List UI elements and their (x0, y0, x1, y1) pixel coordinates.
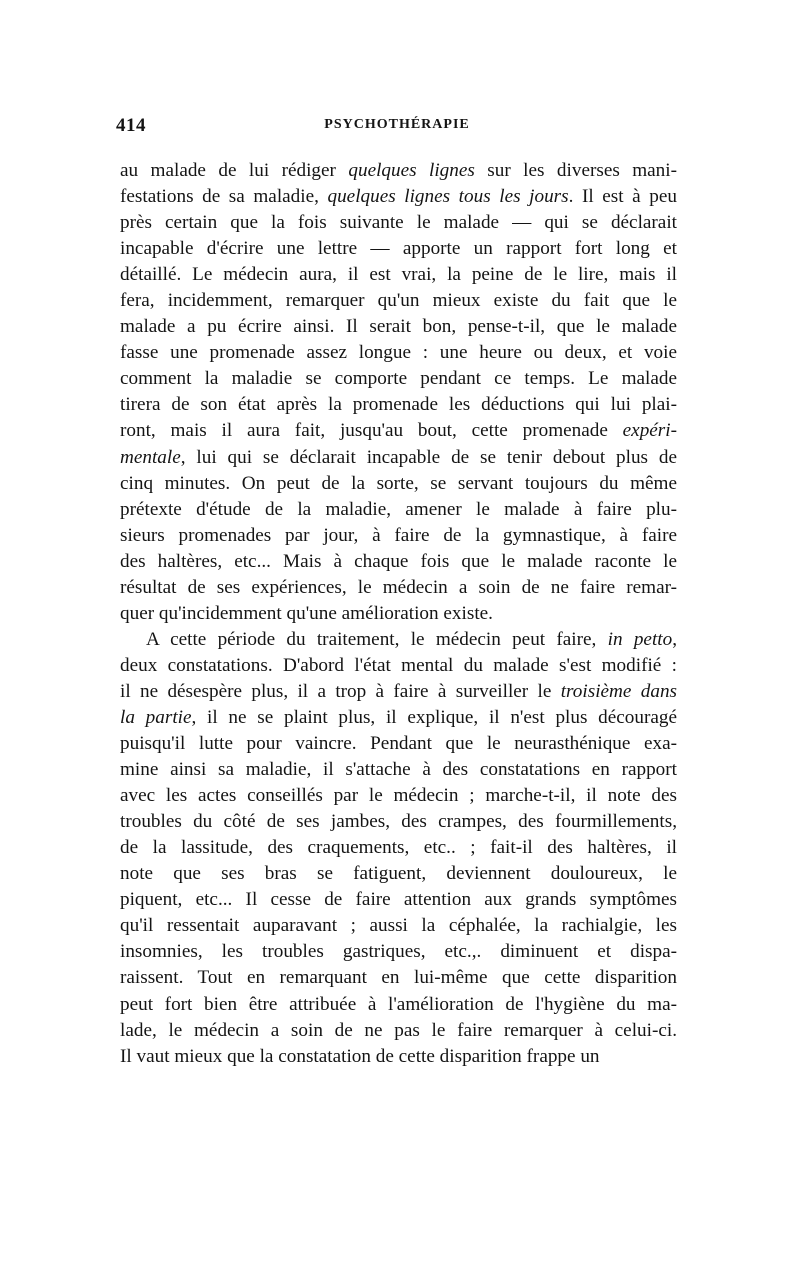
text-line (120, 523, 677, 549)
text-line (120, 705, 677, 731)
italic-text: mentale (120, 446, 181, 468)
page-header (116, 115, 678, 139)
text-run: mine ainsi sa maladie, il s'attache à des constatations en rapport (120, 759, 677, 781)
text-run: sieurs promenades par jour, à faire de la gymnastique, à faire (120, 524, 677, 546)
text-run: il ne désespère plus, il a trop à faire à surveiller le (120, 680, 561, 702)
text-line (120, 939, 677, 965)
text-run: ront, mais il aura fait, jusqu'au bout, cette promenade (120, 420, 623, 442)
text-line (120, 366, 677, 392)
text-line (120, 445, 677, 471)
text-run: fasse une promenade assez longue : une heure ou deux, et voie (120, 342, 677, 364)
text-run: sur les diverses mani- (474, 160, 677, 181)
text-line (120, 992, 677, 1018)
text-run: malade a pu écrire ainsi. Il serait bon, pense-t-il, que le malade (120, 316, 677, 338)
text-run: prétexte d'étude de la maladie, amener le malade à faire plu- (120, 498, 677, 520)
text-line (120, 497, 677, 523)
text-run: tirera de son état après la promenade les déductions qui lui plai- (120, 394, 677, 416)
text-line (120, 861, 677, 887)
text-run: lade, le médecin a soin de ne pas le faire remarquer à celui-ci. (120, 1019, 677, 1041)
text-line (120, 965, 677, 991)
text-line (120, 392, 677, 418)
text-line (120, 913, 677, 939)
italic-text: quelques lignes (348, 160, 475, 181)
text-run: fera, incidemment, remarquer qu'un mieux existe du fait que le (120, 290, 677, 312)
italic-text: la partie (120, 706, 192, 728)
text-line (120, 627, 677, 653)
text-run: puisqu'il lutte pour vaincre. Pendant que le neurasthénique exa- (120, 733, 677, 755)
italic-text: troisième dans (560, 680, 677, 702)
text-run: raissent. Tout en remarquant en lui-même que cette disparition (120, 967, 677, 989)
text-run: quer qu'incidemment qu'une amélioration existe. (120, 602, 493, 624)
paragraph (120, 627, 677, 1070)
text-run: au malade de lui rédiger (120, 160, 349, 181)
text-line (120, 314, 677, 340)
italic-text: in petto (607, 628, 673, 650)
text-line (120, 236, 677, 262)
text-run: Il vaut mieux que la constatation de cette disparition frappe un (120, 1045, 600, 1067)
italic-text: expéri- (622, 420, 677, 442)
running-title: PSYCHOTHÉRAPIE (324, 117, 470, 132)
text-line (120, 210, 677, 236)
text-run: incapable d'écrire une lettre — apporte un rapport fort long et (120, 238, 677, 260)
italic-text: quelques lignes tous les jours (327, 186, 569, 208)
text-line (120, 679, 677, 705)
text-run: détaillé. Le médecin aura, il est vrai, la peine de le lire, mais il (120, 264, 677, 286)
text-run: comment la maladie se comporte pendant ce temps. Le malade (120, 368, 677, 390)
text-line (120, 288, 677, 314)
text-run: A cette période du traitement, le médecin peut faire, (146, 628, 608, 650)
text-line (120, 731, 677, 757)
text-line (120, 887, 677, 913)
text-run: piquent, etc... Il cesse de faire attention aux grands symptômes (120, 889, 677, 911)
text-line (120, 575, 677, 601)
text-run: près certain que la fois suivante le malade — qui se déclarait (120, 212, 677, 234)
text-run: , (672, 628, 677, 650)
body-text (120, 158, 677, 1070)
paragraph (120, 158, 677, 627)
text-line (120, 158, 677, 184)
text-run: , lui qui se déclarait incapable de se tenir debout plus de (180, 446, 677, 468)
text-run: qu'il ressentait auparavant ; aussi la céphalée, la rachialgie, les (120, 915, 677, 937)
text-line (120, 783, 677, 809)
text-run: de la lassitude, des craquements, etc.. ; fait-il des haltères, il (120, 837, 677, 859)
text-line (120, 471, 677, 497)
text-run: insomnies, les troubles gastriques, etc.,. diminuent et dispa- (120, 941, 677, 963)
text-line (120, 184, 677, 210)
text-run: peut fort bien être attribuée à l'amélioration de l'hygiène du ma- (120, 993, 677, 1015)
text-run: festations de sa maladie, (120, 186, 328, 208)
text-line (120, 1018, 677, 1044)
text-line (120, 262, 677, 288)
text-line (120, 549, 677, 575)
text-line (120, 653, 677, 679)
text-line (120, 835, 677, 861)
text-line (120, 340, 677, 366)
text-run: troubles du côté de ses jambes, des crampes, des fourmillements, (120, 811, 677, 833)
text-line (120, 757, 677, 783)
text-line (120, 601, 677, 627)
text-line (120, 418, 677, 444)
text-run: cinq minutes. On peut de la sorte, se servant toujours du même (120, 472, 677, 494)
text-run: deux constatations. D'abord l'état mental du malade s'est modifié : (120, 654, 677, 676)
text-line (120, 1044, 677, 1070)
text-run: avec les actes conseillés par le médecin ; marche-t-il, il note des (120, 785, 677, 807)
text-line (120, 809, 677, 835)
text-run: note que ses bras se fatiguent, deviennent douloureux, le (120, 863, 677, 885)
page-number: 414 (116, 115, 146, 136)
text-run: , il ne se plaint plus, il explique, il n'est plus découragé (191, 706, 677, 728)
text-run: des haltères, etc... Mais à chaque fois que le malade raconte le (120, 550, 677, 572)
text-run: . Il est à peu (568, 186, 677, 208)
text-run: résultat de ses expériences, le médecin a soin de ne faire remar- (120, 576, 677, 598)
